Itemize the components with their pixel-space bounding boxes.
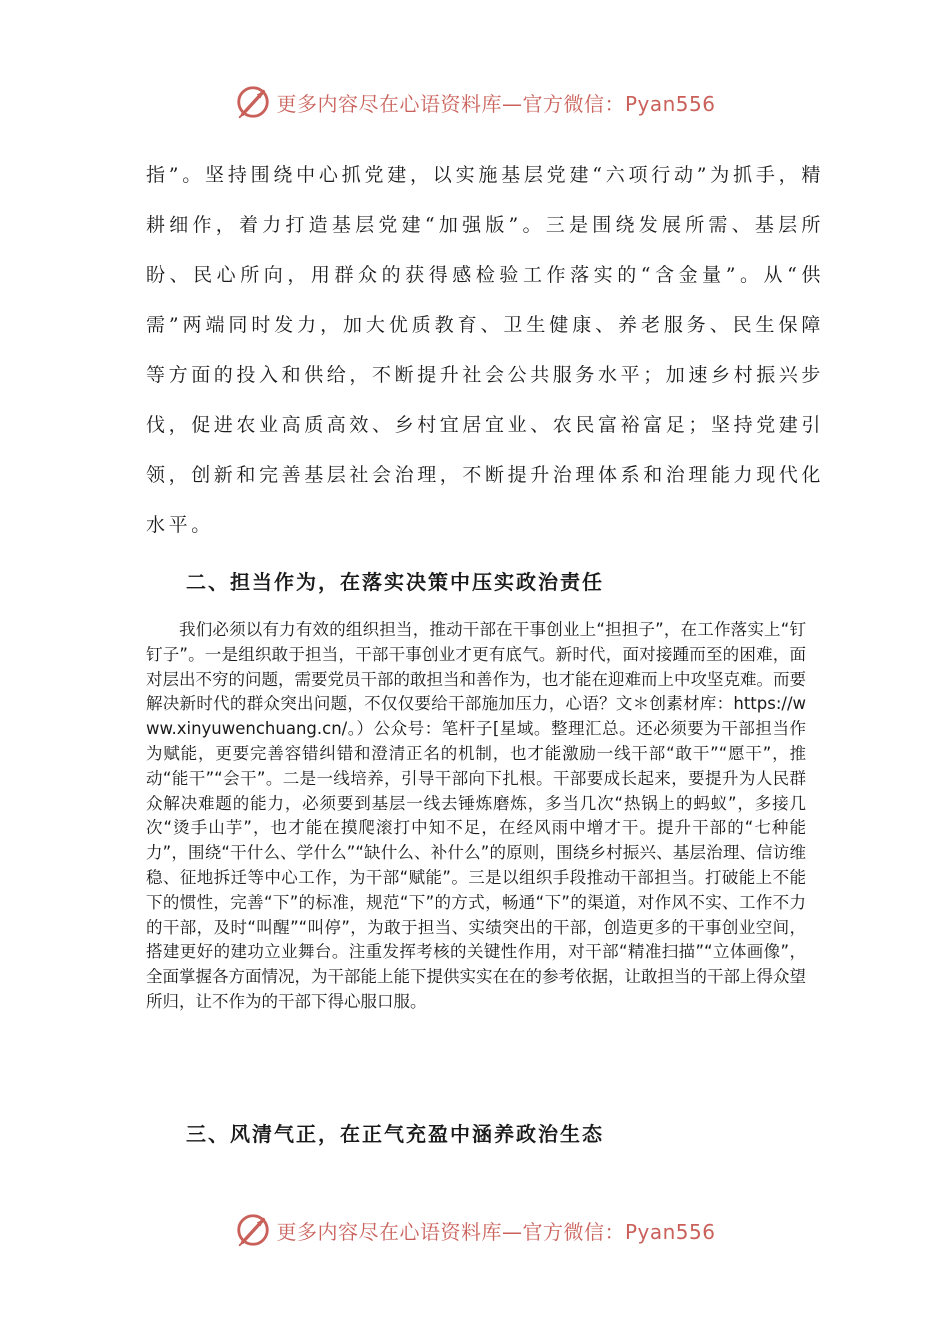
body-paragraph-2: 我们必须以有力有效的组织担当，推动干部在干事创业上“担担子”，在工作落实上“钉钉子”。一是组织敢于担当，干部干事创业才更有底气。新时代，面对接踵而至的困难，面对层出不穷的问题，需要党员干部的敢担当和善作为，也才能在迎难而上中攻坚克难。而要解决新时代的群众突出问题，不仅仅要给干部施加压力，心语？文＊创素材库：https://www.xinyuwenchuang.cn/。）公众号：笔杆子[星域。整理汇总。还必须要为干部担当作为赋能，更要完善容错纠错和澄清正名的机制，也才能激励一线干部“敢干”“愿干”，推动“能干”“会干”。二是一线培养，引导干部向下扎根。干部要成长起来，要提升为人民群众解决难题的能力，必须要到基层一线去锤炼磨炼，多当几次“热锅上的蚂蚁”，多接几次“烫手山芋”，也才能在摸爬滚打中知不足，在经风雨中增才干。提升干部的“七种能力”，围绕“干什么、学什么”“缺什么、补什么”的原则，围绕乡村振兴、基层治理、信访维稳、征地拆迁等中心工作，为干部“赋能”。三是以组织手段推动干部担当。打破能上不能下的惯性，完善“下”的标准，规范“下”的方式，畅通“下”的渠道，对作风不实、工作不力的干部，及时“叫醒”“叫停”，为敢于担当、实绩突出的干部，创造更多的干事创业空间，搭建更好的建功立业舞台。注重发挥考核的关键性作用，对干部“精准扫描”“立体画像”，全面掌握各方面情况，为干部能上能下提供实实在在的参考依据，让敢担当的干部上得众望所归，让不作为的干部下得心服口服。 — [146, 620, 806, 1011]
header-banner-text: 更多内容尽在心语资料库—官方微信：Pyan556 — [276, 91, 716, 116]
pen-logo-icon — [234, 83, 272, 121]
footer-banner — [0, 1210, 950, 1250]
body-paragraph-1: 指”。坚持围绕中心抓党建，以实施基层党建“六项行动”为抓手，精耕细作，着力打造基层党建“加强版”。三是围绕发展所需、基层所盼、民心所向，用群众的获得感检验工作落实的“含金量”。从“供需”两端同时发力，加大优质教育、卫生健康、养老服务、民生保障等方面的投入和供给，不断提升社会公共服务水平；加速乡村振兴步伐，促进农业高质高效、乡村宜居宜业、农民富裕富足；坚持党建引领，创新和完善基层社会治理，不断提升治理体系和治理能力现代化水平。 — [146, 164, 825, 536]
section-heading-2: 二、担当作为，在落实决策中压实政治责任 — [186, 570, 604, 594]
section-heading-3: 三、风清气正，在正气充盈中涵养政治生态 — [186, 1122, 604, 1146]
header-banner — [0, 82, 950, 122]
footer-banner-text: 更多内容尽在心语资料库—官方微信：Pyan556 — [276, 1219, 716, 1244]
pen-logo-icon — [234, 1211, 272, 1249]
